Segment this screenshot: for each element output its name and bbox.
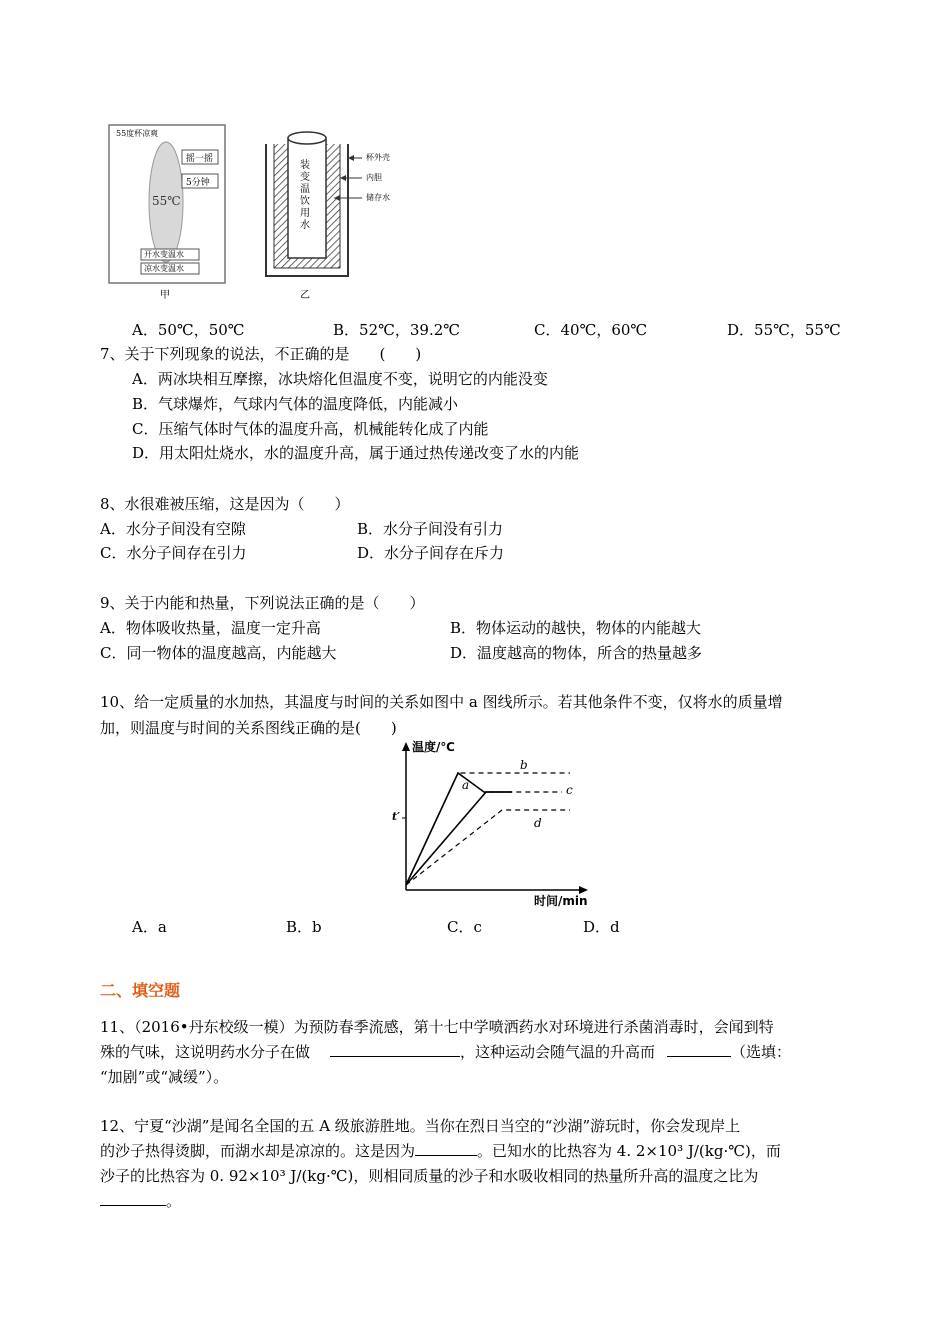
q11-line3: “加剧”或“减缓”）。 bbox=[100, 1068, 229, 1086]
q6-option-d: D．55℃，55℃ bbox=[727, 321, 841, 339]
q11-blank-1[interactable] bbox=[330, 1042, 460, 1057]
q7-option-d: D．用太阳灶烧水，水的温度升高，属于通过热传递改变了水的内能 bbox=[132, 444, 580, 462]
q10-option-c: C．c bbox=[447, 918, 482, 936]
q10-curve-a-solid bbox=[406, 792, 512, 885]
q10-curve-c bbox=[406, 792, 562, 885]
q10-option-a: A．a bbox=[132, 918, 167, 936]
q10-graph-svg bbox=[388, 738, 598, 908]
q10-curve-a bbox=[406, 773, 512, 885]
q12-line4-text: 。 bbox=[166, 1192, 182, 1210]
q12-line3: 沙子的比热容为 0. 92×10³ J/(kg·℃)，则相同质量的沙子和水吸收相同的热量所升高的温度之比为 bbox=[100, 1167, 759, 1185]
q12-line2 bbox=[100, 1141, 781, 1161]
q9-option-c: C．同一物体的温度越高，内能越大 bbox=[100, 644, 337, 662]
q10-label-a: a bbox=[462, 778, 470, 792]
q12-line2-text-b: 。已知水的比热容为 4. 2×10³ J/(kg·℃)，而 bbox=[477, 1142, 781, 1160]
figure-yi-drawing bbox=[262, 124, 412, 284]
q7-option-c: C．压缩气体时气体的温度升高，机械能转化成了内能 bbox=[132, 420, 489, 438]
q10-ylabel: 温度/℃ bbox=[412, 740, 455, 754]
jia-caption: 甲 bbox=[160, 290, 170, 301]
q8-option-d: D．水分子间存在斥力 bbox=[357, 544, 505, 562]
q10-label-b: b bbox=[520, 758, 528, 772]
q7-option-b: B．气球爆炸，气球内气体的温度降低，内能减小 bbox=[132, 395, 459, 413]
q12-line1: 12、宁夏“沙湖”是闻名全国的五 A 级旅游胜地。当你在烈日当空的“沙湖”游玩时，你会发现岸上 bbox=[100, 1117, 741, 1135]
q9-stem: 9、关于内能和热量，下列说法正确的是（ ） bbox=[100, 594, 425, 612]
q12-blank-2[interactable] bbox=[100, 1191, 166, 1206]
q10-curve-d bbox=[406, 810, 570, 885]
q9-option-b: B．物体运动的越快，物体的内能越大 bbox=[450, 619, 702, 637]
section-fill-in-title: 二、填空题 bbox=[100, 981, 181, 1000]
yi-inner-text: 装变温饮用水 bbox=[300, 160, 310, 231]
jia-box-cold: 凉水变温水 bbox=[144, 264, 184, 273]
figure-jia bbox=[108, 124, 226, 284]
q10-option-b: B．b bbox=[286, 918, 322, 936]
q6-option-a: A．50℃，50℃ bbox=[132, 321, 245, 339]
jia-temp: 55℃ bbox=[152, 194, 181, 208]
figure-yi bbox=[262, 124, 412, 284]
q11-line2-text-b: ，这种运动会随气温的升高而 bbox=[460, 1043, 656, 1061]
q6-option-c: C．40℃，60℃ bbox=[534, 321, 648, 339]
q7-stem: 7、关于下列现象的说法，不正确的是 ( ) bbox=[100, 345, 422, 363]
q11-blank-2[interactable] bbox=[667, 1042, 731, 1057]
q10-label-d: d bbox=[534, 816, 542, 830]
q10-y-arrow bbox=[402, 742, 410, 751]
q8-option-c: C．水分子间存在引力 bbox=[100, 544, 247, 562]
yi-label-shell: 杯外壳 bbox=[366, 153, 390, 162]
q10-t-label: t′ bbox=[392, 810, 400, 823]
q10-xlabel: 时间/min bbox=[534, 894, 588, 908]
q8-option-b: B．水分子间没有引力 bbox=[357, 520, 504, 538]
jia-header: 55度杯凉爽 bbox=[116, 129, 159, 138]
q10-option-d: D．d bbox=[583, 918, 620, 936]
q11-line2 bbox=[100, 1042, 791, 1062]
q8-option-a: A．水分子间没有空隙 bbox=[100, 520, 246, 538]
q11-line2-text-a: 殊的气味，这说明药水分子在做 bbox=[100, 1043, 311, 1061]
q11-line2-text-c: （选填： bbox=[731, 1043, 792, 1061]
jia-tag-minutes: 5分钟 bbox=[186, 178, 210, 188]
q9-option-d: D．温度越高的物体，所含的热量越多 bbox=[450, 644, 703, 662]
q10-stem-line2: 加，则温度与时间的关系图线正确的是( ) bbox=[100, 719, 397, 737]
q9-option-a: A．物体吸收热量，温度一定升高 bbox=[100, 619, 321, 637]
yi-caption: 乙 bbox=[300, 290, 310, 301]
q10-graph bbox=[388, 738, 598, 908]
q12-line2-text-a: 的沙子热得烫脚，而湖水却是凉凉的。这是因为 bbox=[100, 1142, 416, 1160]
q12-line4 bbox=[100, 1191, 181, 1211]
q11-line1: 11、（2016•丹东校级一模）为预防春季流感，第十七中学喷洒药水对环境进行杀菌消毒时，会闻到特 bbox=[100, 1018, 774, 1036]
q8-stem: 8、水很难被压缩，这是因为（ ） bbox=[100, 495, 350, 513]
q6-option-b: B．52℃，39.2℃ bbox=[333, 321, 461, 339]
q10-stem-line1: 10、给一定质量的水加热，其温度与时间的关系如图中 a 图线所示。若其他条件不变，仅将水的质量增 bbox=[100, 693, 783, 711]
q10-label-c: c bbox=[566, 783, 573, 797]
jia-box-hot: 开水变温水 bbox=[144, 250, 184, 259]
q7-option-a: A．两冰块相互摩擦，冰块熔化但温度不变，说明它的内能没变 bbox=[132, 370, 548, 388]
q12-blank-1[interactable] bbox=[415, 1141, 477, 1156]
jia-tag-shake: 摇一摇 bbox=[186, 154, 214, 164]
q10-curve-b bbox=[406, 773, 570, 885]
yi-label-liner: 内胆 bbox=[366, 173, 382, 182]
yi-label-storage: 储存水 bbox=[366, 193, 390, 202]
